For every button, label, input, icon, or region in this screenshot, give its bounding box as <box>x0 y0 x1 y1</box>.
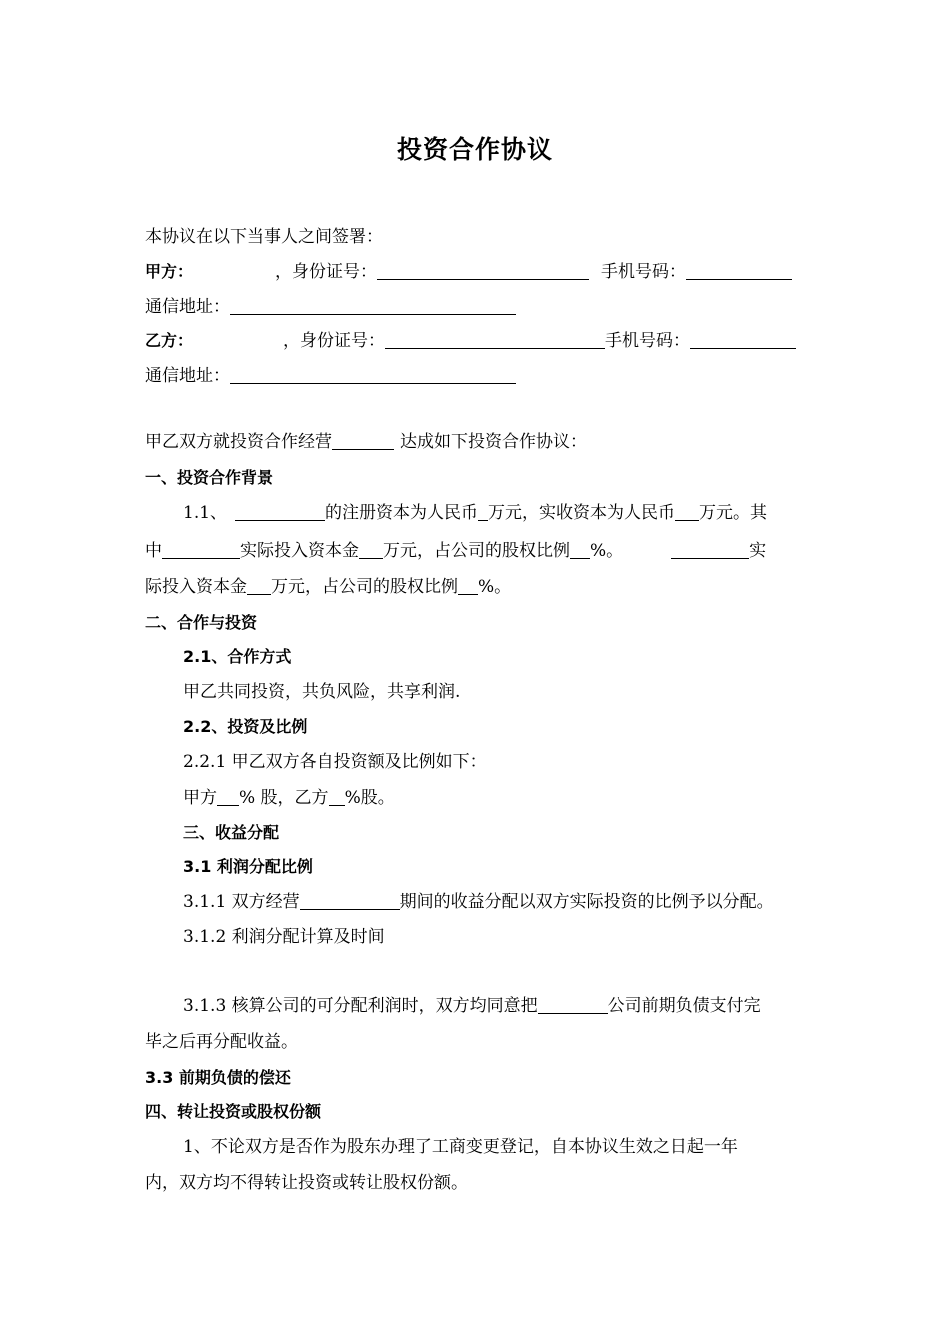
subsection-3-1: 3.1 利润分配比例 <box>183 857 313 876</box>
party-a-phone-blank[interactable] <box>686 261 792 280</box>
clause-2-2-1: 2.2.1 甲乙双方各自投资额及比例如下： <box>183 752 487 772</box>
party-b-phone-blank[interactable] <box>690 330 796 349</box>
clause-3-1-3-line-2: 毕之后再分配收益。 <box>145 1032 298 1052</box>
party-a-address-blank[interactable] <box>230 296 516 315</box>
clause-1-1-line-3: 际投入资本金 万元，占公司的股权比例 %。 <box>145 577 512 597</box>
clause-1-1-line-2: 中 实际投入资本金 万元，占公司的股权比例 %。 实 <box>145 541 767 561</box>
ratio-line: 甲方 % 股，乙方 %股。 <box>183 788 395 808</box>
clause-3-1-1: 3.1.1 双方经营 期间的收益分配以双方实际投资的比例予以分配。 <box>183 892 774 912</box>
document-title: 投资合作协议 <box>396 135 553 164</box>
clause-3-1-2: 3.1.2 利润分配计算及时间 <box>183 927 385 947</box>
section-2-heading: 二、合作与投资 <box>145 613 258 632</box>
business-blank[interactable] <box>332 431 394 450</box>
section-3-heading: 三、收益分配 <box>183 823 280 842</box>
party-a-line: 甲方： ，身份证号： 手机号码： <box>145 260 815 284</box>
section-4-heading: 四、转让投资或股权份额 <box>145 1102 322 1121</box>
section-1-heading: 一、投资合作背景 <box>145 468 274 487</box>
clause-4-1-line-2: 内，双方均不得转让投资或转让股权份额。 <box>145 1173 468 1193</box>
subsection-2-1: 2.1、合作方式 <box>183 647 292 666</box>
party-b-address-line: 通信地址： <box>145 364 815 388</box>
agreement-line: 甲乙双方就投资合作经营 达成如下投资合作协议： <box>145 432 587 452</box>
party-b-line: 乙方： ，身份证号： 手机号码： <box>145 329 815 353</box>
subsection-2-2: 2.2、投资及比例 <box>183 717 308 736</box>
subsection-3-3: 3.3 前期负债的偿还 <box>145 1068 291 1087</box>
party-b-address-blank[interactable] <box>230 365 516 384</box>
party-a-id-blank[interactable] <box>377 261 589 280</box>
clause-2-1-text: 甲乙共同投资，共负风险，共享利润. <box>183 682 461 702</box>
party-b-label: 乙方： <box>145 331 194 350</box>
clause-3-1-3-line-1: 3.1.3 核算公司的可分配利润时，双方均同意把 公司前期负债支付完 <box>183 996 761 1016</box>
clause-4-1-line-1: 1、不论双方是否作为股东办理了工商变更登记，自本协议生效之日起一年 <box>183 1137 738 1157</box>
party-a-address-line: 通信地址： <box>145 295 815 319</box>
party-b-id-blank[interactable] <box>385 330 605 349</box>
intro-line: 本协议在以下当事人之间签署： <box>145 227 383 247</box>
party-a-label: 甲方： <box>145 262 194 281</box>
clause-1-1-line-1: 1.1、 的注册资本为人民币 万元，实收资本为人民币 万元。其 <box>183 503 768 523</box>
